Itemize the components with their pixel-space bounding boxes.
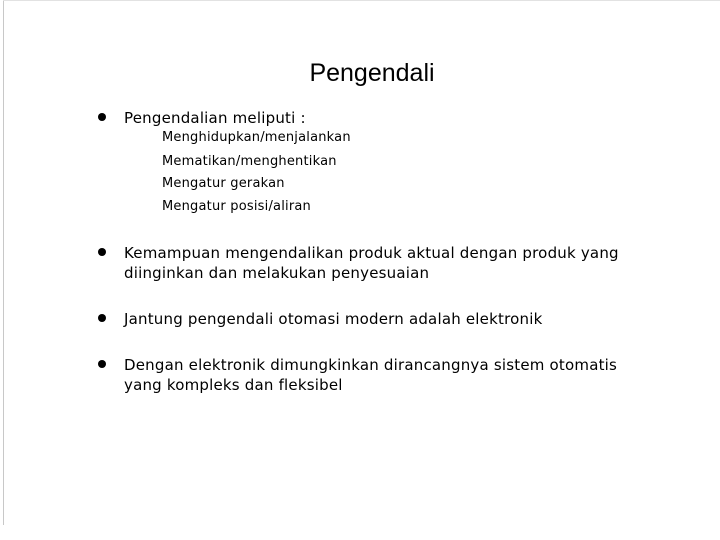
bullet-dot-icon — [98, 113, 106, 121]
sub-item-1: Menghidupkan/menjalankan — [162, 130, 351, 145]
bullet-text: Jantung pengendali otomasi modern adalah elektronik — [124, 310, 543, 328]
sub-item-4: Mengatur posisi/aliran — [162, 199, 311, 214]
bullet-dot-icon — [98, 360, 106, 368]
sub-item-2: Mematikan/menghentikan — [162, 154, 337, 169]
bullet-text: Dengan elektronik dimungkinkan dirancangnya sistem otomatis yang kompleks dan fleksibel — [124, 356, 618, 394]
bullet-dot-icon — [98, 248, 106, 256]
slide-title: Pengendali — [309, 59, 435, 87]
sub-item-3: Mengatur gerakan — [162, 176, 285, 191]
bullet-text: Pengendalian meliputi : — [124, 109, 306, 127]
bullet-text: Kemampuan mengendalikan produk aktual dengan produk yang diinginkan dan melakukan penyesuaian — [124, 244, 619, 282]
bullet-dot-icon — [98, 314, 106, 322]
slide-border-top — [3, 0, 720, 1]
